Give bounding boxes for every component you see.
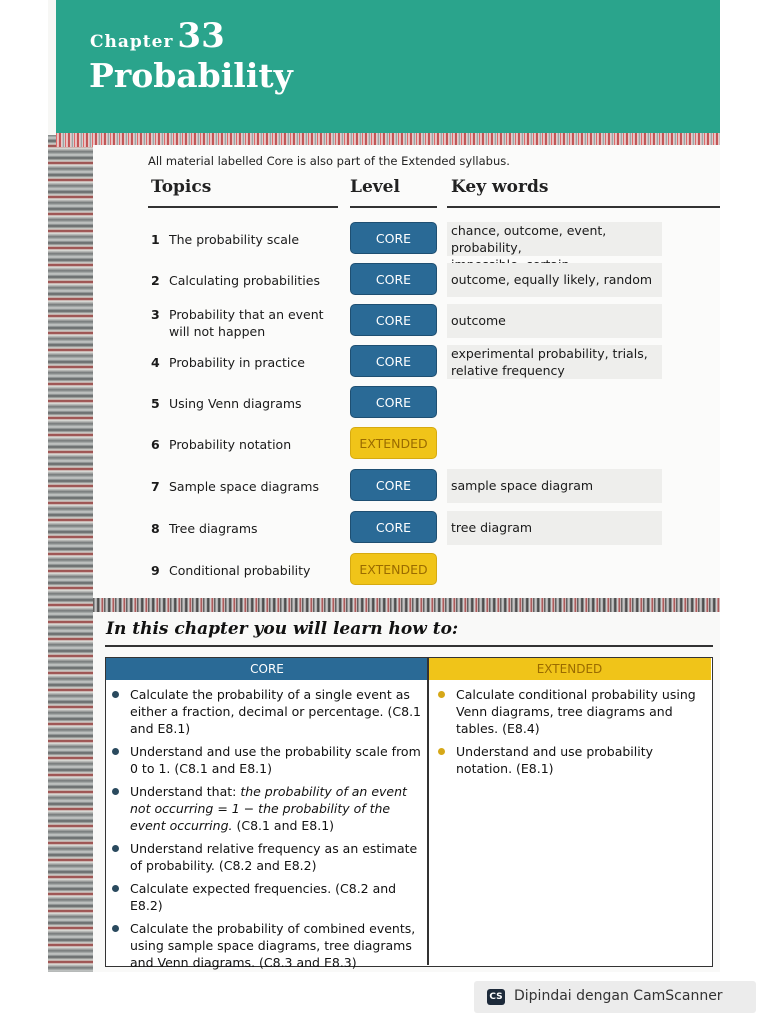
camscanner-text: Dipindai dengan CamScanner: [514, 988, 723, 1004]
bullet-icon: [112, 691, 119, 698]
core-objective: [106, 743, 424, 777]
bullet-icon: [112, 788, 119, 795]
topics-panel: [93, 145, 720, 600]
objective-text: Understand that:: [130, 784, 241, 799]
topic-title: [151, 436, 291, 453]
topic-number: 3: [151, 307, 160, 322]
chapter-number: 33: [177, 16, 225, 56]
bullet-icon: [112, 748, 119, 755]
topic-keywords: [451, 345, 661, 379]
topic-number: 8: [151, 521, 160, 536]
learn-section: [93, 612, 720, 972]
extended-objective: [432, 686, 712, 737]
scanned-page: [48, 0, 720, 972]
topic-label: Probability notation: [169, 437, 292, 452]
objective-text: Calculate the probability of a single event as either a fraction, decimal or percentage. (C8.1 and E8.1): [130, 687, 421, 736]
topic-label: Calculating probabilities: [169, 273, 320, 288]
topic-label: Probability that an event: [169, 307, 324, 322]
core-objective: [106, 840, 424, 874]
objective-emphasis: the probability of an event not occurring = 1 − the probability of the event occurring.: [130, 784, 407, 833]
topic-label: Probability in practice: [169, 355, 305, 370]
topic-keywords: [451, 519, 661, 536]
topic-number: 9: [151, 563, 160, 578]
objective-reference: (C8.1 and E8.1): [232, 818, 335, 833]
core-badge: CORE: [350, 386, 437, 418]
core-objectives-list: [106, 686, 424, 972]
extended-objective: [432, 743, 712, 777]
objective-text: Understand relative frequency as an estimate of probability. (C8.2 and E8.2): [130, 841, 418, 873]
topic-label: Conditional probability: [169, 563, 311, 578]
camscanner-logo-icon: CS: [487, 989, 505, 1005]
topics-heading: Topics: [151, 177, 212, 197]
objective-text: Understand and use the probability scale from 0 to 1. (C8.1 and E8.1): [130, 744, 421, 776]
core-objective: [106, 783, 424, 834]
bullet-icon: [112, 925, 119, 932]
keywords-line: relative frequency: [451, 363, 565, 378]
keywords-line: outcome: [451, 313, 506, 328]
level-heading: Level: [350, 177, 400, 197]
extended-column-header: EXTENDED: [428, 658, 711, 680]
core-badge: CORE: [350, 304, 437, 336]
core-objective: [106, 920, 424, 971]
keywords-rule: [447, 206, 720, 208]
core-badge: CORE: [350, 511, 437, 543]
topic-keywords: [451, 477, 661, 494]
topic-title: [151, 354, 305, 371]
topics-rule: [148, 206, 338, 208]
bullet-icon: [112, 845, 119, 852]
learn-rule: [105, 645, 713, 647]
topic-title: [151, 478, 319, 495]
topic-keywords: [451, 312, 661, 329]
topic-number: 2: [151, 273, 160, 288]
keywords-line: tree diagram: [451, 520, 533, 535]
chapter-header: [56, 0, 720, 135]
chapter-title: Probability: [89, 56, 293, 95]
chapter-word: Chapter: [90, 32, 174, 52]
core-objective: [106, 686, 424, 737]
bullet-icon: [438, 691, 445, 698]
core-badge: CORE: [350, 345, 437, 377]
camscanner-watermark: [474, 981, 756, 1013]
keywords-line: experimental probability, trials,: [451, 346, 648, 361]
topic-title: [151, 395, 302, 412]
topic-label: Sample space diagrams: [169, 479, 319, 494]
keywords-line: outcome, equally likely, random: [451, 272, 653, 287]
chapter-label: [90, 16, 225, 56]
keywords-heading: Key words: [451, 177, 549, 197]
topic-number: 4: [151, 355, 160, 370]
topic-keywords: [451, 271, 661, 288]
objectives-box: [105, 657, 713, 970]
extended-objectives-list: [432, 686, 712, 783]
extended-badge: EXTENDED: [350, 427, 437, 459]
core-badge: CORE: [350, 263, 437, 295]
objective-text: Calculate the probability of combined events, using sample space diagrams, tree diagrams and Venn diagrams. (C8.3 and E8.3): [130, 921, 416, 970]
topic-number: 6: [151, 437, 160, 452]
bullet-icon: [438, 748, 445, 755]
learn-title: In this chapter you will learn how to:: [106, 619, 459, 639]
topic-label: Tree diagrams: [169, 521, 258, 536]
core-badge: CORE: [350, 222, 437, 254]
topic-title: [151, 272, 320, 289]
core-objective: [106, 880, 424, 914]
topic-title: [151, 520, 258, 537]
topic-label: Using Venn diagrams: [169, 396, 302, 411]
keywords-line: sample space diagram: [451, 478, 594, 493]
topic-number: 5: [151, 396, 160, 411]
objective-text: Calculate expected frequencies. (C8.2 and E8.2): [130, 881, 397, 913]
objective-text: Calculate conditional probability using Venn diagrams, tree diagrams and tables. (E8.4): [456, 687, 696, 736]
objective-text: Understand and use probability notation. (E8.1): [456, 744, 654, 776]
column-divider: [427, 658, 429, 965]
decorative-band-middle: [93, 598, 720, 612]
topic-title: [151, 231, 299, 248]
topic-number: 7: [151, 479, 160, 494]
level-rule: [350, 206, 437, 208]
bullet-icon: [112, 885, 119, 892]
topic-title: [151, 562, 310, 579]
intro-text: All material labelled Core is also part of the Extended syllabus.: [148, 154, 510, 168]
core-column-header: CORE: [106, 658, 428, 680]
core-badge: CORE: [350, 469, 437, 501]
topic-label-line2: will not happen: [169, 324, 266, 339]
keywords-line: chance, outcome, event, probability,: [451, 223, 607, 255]
binder-strip: [48, 135, 93, 972]
extended-badge: EXTENDED: [350, 553, 437, 585]
topic-label: The probability scale: [169, 232, 300, 247]
topic-title: [151, 306, 324, 340]
topic-number: 1: [151, 232, 160, 247]
